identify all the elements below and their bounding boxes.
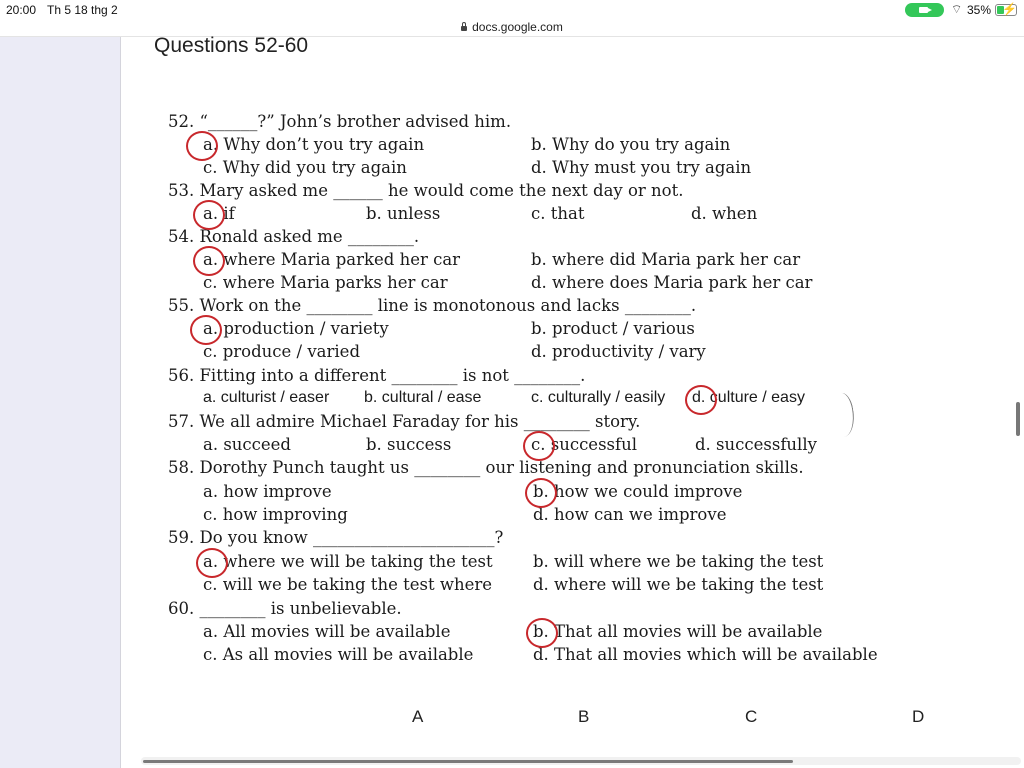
- option: a. culturist / easer: [203, 389, 330, 406]
- option: d. how can we improve: [533, 505, 727, 524]
- question-stem: 54. Ronald asked me ________.: [168, 227, 420, 246]
- question-stem: 52. “______?” John’s brother advised him.: [168, 112, 512, 131]
- battery-percent: 35%: [967, 3, 992, 17]
- choice-d[interactable]: D: [912, 707, 925, 726]
- option: d. where does Maria park her car: [531, 273, 813, 292]
- choice-b[interactable]: B: [578, 707, 590, 726]
- document-page: [121, 34, 1024, 768]
- question-stem: 56. Fitting into a different ________ is not ________.: [168, 366, 586, 385]
- option: a. production / variety: [203, 319, 389, 338]
- answer-circle: [523, 431, 555, 461]
- option: b. product / various: [531, 319, 695, 338]
- option: d. Why must you try again: [531, 158, 752, 177]
- option: a. succeed: [203, 435, 291, 454]
- option: b. how we could improve: [533, 482, 743, 501]
- wifi-icon: ⌔: [951, 2, 963, 16]
- url-text: docs.google.com: [472, 20, 563, 34]
- option: c. culturally / easily: [531, 389, 666, 406]
- option: a. All movies will be available: [203, 622, 451, 641]
- option: a. how improve: [203, 482, 332, 501]
- option: c. successful: [531, 435, 638, 454]
- answer-circle: [193, 246, 225, 276]
- pen-scribble: [827, 391, 857, 438]
- page-title: Questions 52-60: [154, 34, 309, 57]
- battery-icon: ⚡: [995, 4, 1017, 16]
- horizontal-scrollbar[interactable]: [141, 757, 1021, 765]
- vertical-scrollbar[interactable]: [1016, 402, 1020, 436]
- question-stem: 57. We all admire Michael Faraday for his ________ story.: [168, 412, 641, 431]
- option: d. culture / easy: [692, 389, 805, 406]
- option: b. That all movies will be available: [533, 622, 823, 641]
- choice-c[interactable]: C: [745, 707, 758, 726]
- status-date: Th 5 18 thg 2: [47, 3, 118, 17]
- answer-circle: [526, 618, 558, 648]
- answer-circle: [196, 548, 228, 578]
- option: b. Why do you try again: [531, 135, 731, 154]
- answer-circle: [186, 131, 218, 161]
- option: b. will where we be taking the test: [533, 552, 824, 571]
- option: b. where did Maria park her car: [531, 250, 801, 269]
- option: a. where we will be taking the test: [203, 552, 493, 571]
- option: c. As all movies will be available: [203, 645, 474, 664]
- option: c. where Maria parks her car: [203, 273, 448, 292]
- scanned-question-image: [161, 99, 946, 664]
- answer-circle: [685, 385, 717, 415]
- option: c. will we be taking the test where: [203, 575, 492, 594]
- lock-icon: [461, 26, 467, 31]
- status-bar: [0, 0, 1024, 20]
- scrollbar-thumb[interactable]: [143, 760, 793, 763]
- option: b. unless: [366, 204, 441, 223]
- option: c. that: [531, 204, 585, 223]
- option: d. That all movies which will be available: [533, 645, 878, 664]
- option: c. how improving: [203, 505, 348, 524]
- option: c. Why did you try again: [203, 158, 407, 177]
- doc-sidebar: [0, 37, 121, 768]
- answer-circle: [190, 315, 222, 345]
- option: d. where will we be taking the test: [533, 575, 824, 594]
- option: d. when: [691, 204, 758, 223]
- option: b. cultural / ease: [364, 389, 482, 406]
- question-stem: 53. Mary asked me ______ he would come the next day or not.: [168, 181, 684, 200]
- choice-a[interactable]: A: [412, 707, 424, 726]
- option: a. Why don’t you try again: [203, 135, 425, 154]
- option: b. success: [366, 435, 452, 454]
- option: d. successfully: [695, 435, 817, 454]
- camera-in-use-icon[interactable]: [905, 3, 944, 17]
- option: a. if: [203, 204, 235, 223]
- option: c. produce / varied: [203, 342, 361, 361]
- question-stem: 59. Do you know ______________________?: [168, 528, 504, 547]
- option: d. productivity / vary: [531, 342, 706, 361]
- question-stem: 58. Dorothy Punch taught us ________ our listening and pronunciation skills.: [168, 458, 804, 477]
- answer-circle: [525, 478, 557, 508]
- status-time: 20:00: [6, 3, 37, 17]
- question-stem: 55. Work on the ________ line is monotonous and lacks ________.: [168, 296, 697, 315]
- question-stem: 60. ________ is unbelievable.: [168, 599, 402, 618]
- option: a. where Maria parked her car: [203, 250, 461, 269]
- answer-circle: [193, 200, 225, 230]
